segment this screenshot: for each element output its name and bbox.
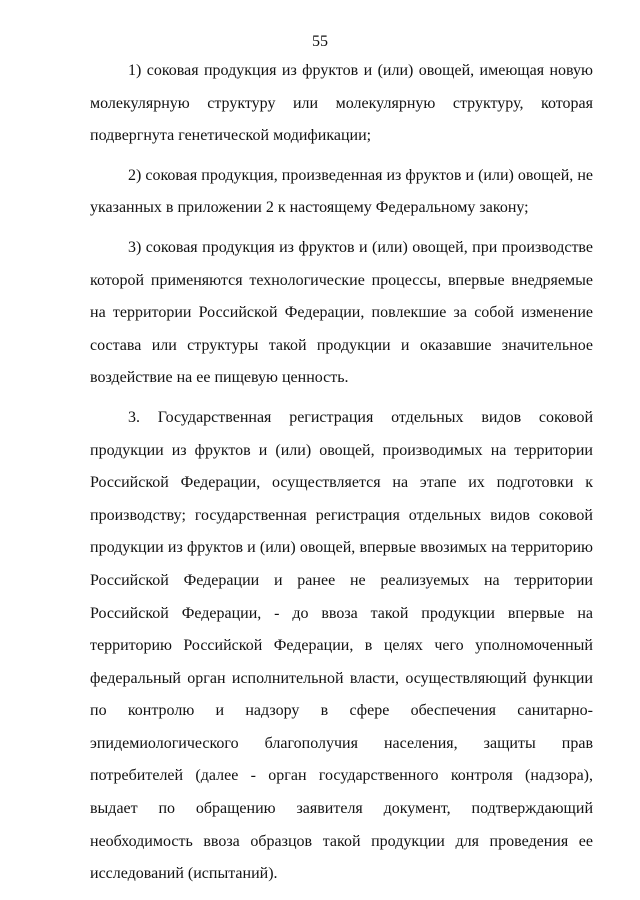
paragraph-section-3: 3. Государственная регистрация отдельных видов соковой продукции из фруктов и (или) овощей, производимых на территории Российской Федерации, осуществляется на этапе их подготовки к производству; государственная регистрация отдельных видов соковой продукции из фруктов и (или) овощей, впервые ввозимых на территорию Российской Федерации и ранее не реализуемых на территории Российской Федерации, - до ввоза такой продукции впервые на территорию Российской Федерации, в целях чего уполномоченный федеральный орган исполнительной власти, осуществляющий функции по контролю и надзору в сфере обеспечения санитарно-эпидемиологического благополучия населения, защиты прав потребителей (далее - орган государственного контроля (надзора), выдает по обращению заявителя документ, подтверждающий необходимость ввоза образцов такой продукции для проведения ее исследований (испытаний). bbox=[90, 408, 593, 883]
document-body bbox=[90, 55, 593, 898]
paragraph-item-2: 2) соковая продукция, произведенная из фруктов и (или) овощей, не указанных в приложении 2 к настоящему Федеральному закону; bbox=[90, 166, 593, 217]
paragraph-item-1: 1) соковая продукция из фруктов и (или) овощей, имеющая новую молекулярную структуру или молекулярную структуру, которая подвергнута генетической модификации; bbox=[90, 62, 593, 145]
paragraph-item-3: 3) соковая продукция из фруктов и (или) овощей, при производстве которой применяются технологические процессы, впервые внедряемые на территории Российской Федерации, повлекшие за собой изменение состава или структуры такой продукции и оказавшие значительное воздействие на ее пищевую ценность. bbox=[90, 238, 593, 387]
page-number: 55 bbox=[312, 33, 328, 50]
